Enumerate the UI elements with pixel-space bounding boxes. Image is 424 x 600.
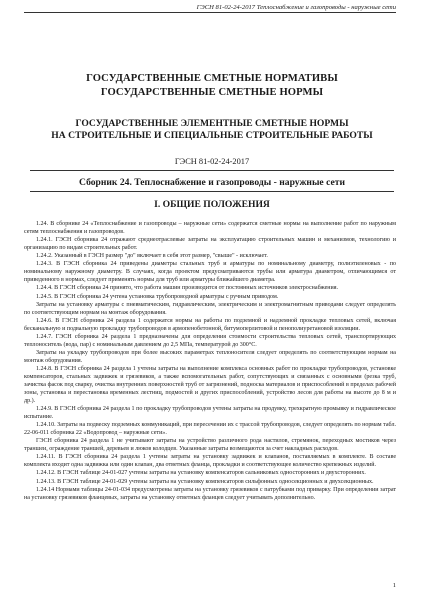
subtitle-line-2: НА СТРОИТЕЛЬНЫЕ И СПЕЦИАЛЬНЫЕ СТРОИТЕЛЬНЫЕ РАБОТЫ — [51, 130, 373, 141]
paragraph: 1.24.13. В ГЭСН таблице 24-01-029 учтены затраты на установку компенсаторов сильфонных односекционных и двухсекционных. — [36, 478, 374, 485]
paragraph: 1.24.7. ГЭСН сборника 24 раздела 1 предназначены для определения стоимости строительства тепловых сетей, транспортирующих теплоноситель (вода, пар) с номинальным давлением до 2,5 МПа, температурой до 300°С. — [24, 333, 396, 348]
paragraph: Затраты на установку арматуры с пневматическим, гидравлическим, электрическим и электромагнитным приводами следует определять по соответствующим нормам на монтаж оборудования. — [24, 301, 396, 316]
subtitle-line-1: ГОСУДАРСТВЕННЫЕ ЭЛЕМЕНТНЫЕ СМЕТНЫЕ НОРМЫ — [75, 118, 349, 129]
paragraph: 1.24.12. В ГЭСН таблице 24-01-027 учтены затраты на установку компенсаторов сальниковых односторонних и двухсторонних. — [36, 470, 366, 477]
paragraph: 1.24.1. ГЭСН сборника 24 отражают среднеотраслевые затраты на эксплуатацию строительных машин и механизмов, технологию и организацию по видам строительных работ. — [24, 237, 396, 252]
paragraph: 1.24.14 Нормами таблицы 24-01-034 предусмотрены затраты на установку грязевиков с патрубками под приварку. При определении затрат на установку грязевиков фланцевых, затраты на установку ответных фланцев следует учитывать дополнительно. — [24, 486, 396, 501]
title-line-1: ГОСУДАРСТВЕННЫЕ СМЕТНЫЕ НОРМАТИВЫ — [86, 73, 338, 84]
paragraph: 1.24.3. В ГЭСН сборника 24 приведены диаметры стальных труб и арматуры по номинальному диаметру, полиэтиленовых - по номинальному наружному диаметру. В случаях, когда проектом предусматриваются трубы или арматура диаметром, отличающимся от приведенного в нормах, следует применять нормы для труб или арматуры ближайшего диаметра. — [24, 261, 396, 284]
paragraph: 1.24.8. В ГЭСН сборника 24 раздела 1 учтены затраты на выполнение комплекса основных работ по прокладке трубопроводов, установке компенсаторов, стальных задвижек и грязевиков, а также вспомогательных работ, сопутствующих и связанных с основными (резка труб, зачистка фасок под сварку, очистка внутренних поверхностей труб от загрязнений, подноска материалов и приспособлений в пределах рабочей зоны, установка и перестановка временных лестниц, подмостей и других приспособлений, устройство лесов для работы на высоте до 8 м и др.). — [24, 366, 396, 404]
title-line-2: ГОСУДАРСТВЕННЫЕ СМЕТНЫЕ НОРМЫ — [100, 86, 324, 98]
document-code: ГЭСН 81-02-24-2017 — [174, 157, 250, 166]
paragraph: Затраты на укладку трубопроводов при более высоких параметрах теплоносителя следует определять по соответствующим нормам на монтаж оборудования. — [24, 349, 396, 364]
paragraph: 1.24.6. В ГЭСН сборника 24 раздела 1 содержатся нормы на работы по подземной и надземной прокладке тепловых сетей, включая бесканальную и подвальную прокладку трубопроводов в армопенобетонной, битумоперлитовой и пенополиуретановой изоляции. — [24, 317, 396, 332]
document-title — [0, 72, 424, 99]
paragraph: ГЭСН сборника 24 раздела 1 не учитывают затраты на устройство различного рода настилов, стремянок, переходных мостиков через траншеи, ограждение траншей, деревьев и люков колодцев. Указанные затраты возмещаются за счет накладных расходов. — [24, 438, 396, 453]
paragraph: 1.24.11. В ГЭСН сборника 24 раздела 1 учтены затраты на установку задвижек и клапанов, поставляемых в комплекте. В составе комплекта входит одна задвижка или один клапан, два ответных фланца, прокладки и соответствующее количество крепежных изделий. — [24, 454, 396, 469]
header-rule — [24, 12, 396, 13]
paragraph: 1.24.2. Указанный в ГЭСН размер "до" включает в себя этот размер, "свыше" - исключает. — [36, 253, 268, 260]
section-heading: I. ОБЩИЕ ПОЛОЖЕНИЯ — [154, 199, 270, 210]
paragraph: 1.24.4. В ГЭСН сборника 24 принято, что работа машин производится от постоянных источников электроснабжения. — [36, 285, 339, 292]
document-subtitle — [0, 118, 424, 142]
paragraph: 1.24.10. Затраты на подвеску подземных коммуникаций, при пересечении их с трассой трубопроводов, следует определять по нормам табл. 22-06-011 сборника 22 «Водопровод – наружные сети». — [24, 422, 396, 437]
collection-title: Сборник 24. Теплоснабжение и газопроводы - наружные сети — [79, 177, 345, 188]
paragraph: 1.24.9. В ГЭСН сборника 24 раздела 1 по прокладку трубопроводов учтены затраты на продувку, трехкратную промывку и гидравлическое испытание. — [24, 405, 396, 420]
page-number: 1 — [392, 582, 396, 589]
code-rule — [30, 170, 394, 171]
collection-rule — [30, 191, 394, 192]
paragraph: 1.24.5. В ГЭСН сборника 24 учтена установка трубопроводной арматуры с ручным приводом. — [36, 293, 279, 300]
paragraph: 1.24. В сборнике 24 «Теплоснабжение и газопроводы – наружные сети» содержатся сметные нормы на выполнение работ по наружным сетям теплоснабжения и газопроводов. — [24, 221, 396, 235]
body-text — [24, 221, 396, 503]
running-header: ГЭСН 81-02-24-2017 Теплоснабжение и газопроводы - наружные сети — [196, 4, 396, 11]
